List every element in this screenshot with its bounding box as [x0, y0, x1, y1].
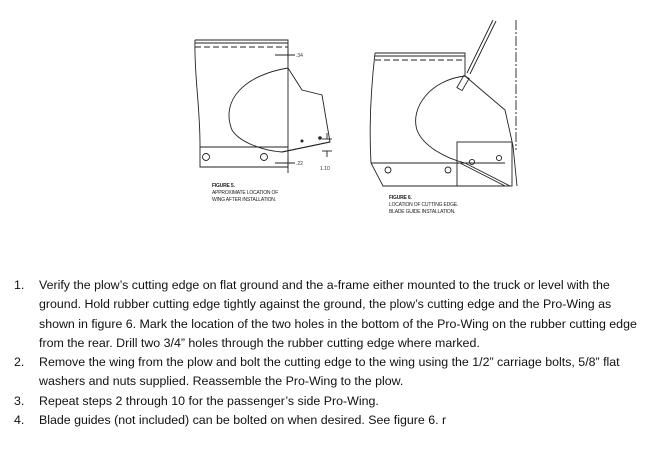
- dimension-bottom: .22: [296, 161, 303, 167]
- step-number: 1.: [14, 278, 25, 292]
- blade-guide-rod: [467, 20, 493, 73]
- bolt-hole-right: [261, 154, 268, 161]
- dimension-top: .34: [296, 53, 303, 59]
- bolt-hole-left: [203, 154, 210, 161]
- instruction-steps: [14, 276, 644, 430]
- figure-6-caption: [389, 195, 458, 216]
- figure-6-caption-line1: LOCATION OF CUTTING EDGE.: [389, 202, 459, 208]
- figure-5: [190, 35, 340, 215]
- step-text: Verify the plow’s cutting edge on flat ground and the a-frame either mounted to the truck or level with the ground. Hold rubber cutting edge tightly against the ground, the plow’s cutting edge and the Pro-Wing as shown in figure 6. Mark the location of the two holes in the bottom of the Pro-Wing on the rubber cutting edge from the rear. Drill two 3/4” holes through the rubber cutting edge where marked.: [39, 278, 637, 350]
- figure-6-caption-line2: BLADE GUIDE INSTALLATION.: [389, 209, 456, 215]
- step-text: Blade guides (not included) can be bolted on when desired. See figure 6. r: [39, 413, 447, 428]
- figure-5-caption-line2: WING AFTER INSTALLATION.: [212, 197, 276, 203]
- step-text: Remove the wing from the plow and bolt the cutting edge to the wing using the 1/2” carriage bolts, 5/8” flat washers and nuts supplied. Reassemble the Pro-Wing to the plow.: [39, 355, 620, 389]
- moldboard-curve: [416, 76, 465, 163]
- wing-bottom: [282, 142, 330, 152]
- figure-6-drawing: [365, 18, 530, 223]
- figure-5-caption-line1: APPROXIMATE LOCATION OF: [212, 190, 279, 196]
- blade-guide-hole-left: [469, 159, 474, 164]
- wing-outline: [370, 53, 505, 186]
- step-text: Repeat steps 2 through 10 for the passenger’s side Pro-Wing.: [39, 393, 379, 408]
- blade-guide-plate: [457, 142, 512, 186]
- rod-tip: [457, 75, 469, 90]
- step-number: 2.: [14, 355, 25, 370]
- figure-5-caption: [212, 183, 278, 204]
- step-item: [14, 276, 644, 353]
- wing-outline: [195, 40, 288, 167]
- step-number: 4.: [14, 413, 25, 428]
- step-item: [14, 411, 644, 430]
- step-number: 3.: [14, 393, 25, 408]
- step-item: [14, 353, 644, 392]
- blade-guide-hole-right: [496, 155, 501, 160]
- figure-5-title: FIGURE 5.: [212, 183, 235, 189]
- dimension-right: 1.10: [320, 166, 330, 172]
- figure-6: [365, 18, 530, 223]
- bolt-hole-left: [385, 167, 391, 173]
- step-item: [14, 392, 644, 411]
- moldboard-curve: [229, 68, 330, 152]
- bolt-hole-right: [445, 167, 451, 173]
- figure-6-title: FIGURE 6.: [389, 195, 412, 201]
